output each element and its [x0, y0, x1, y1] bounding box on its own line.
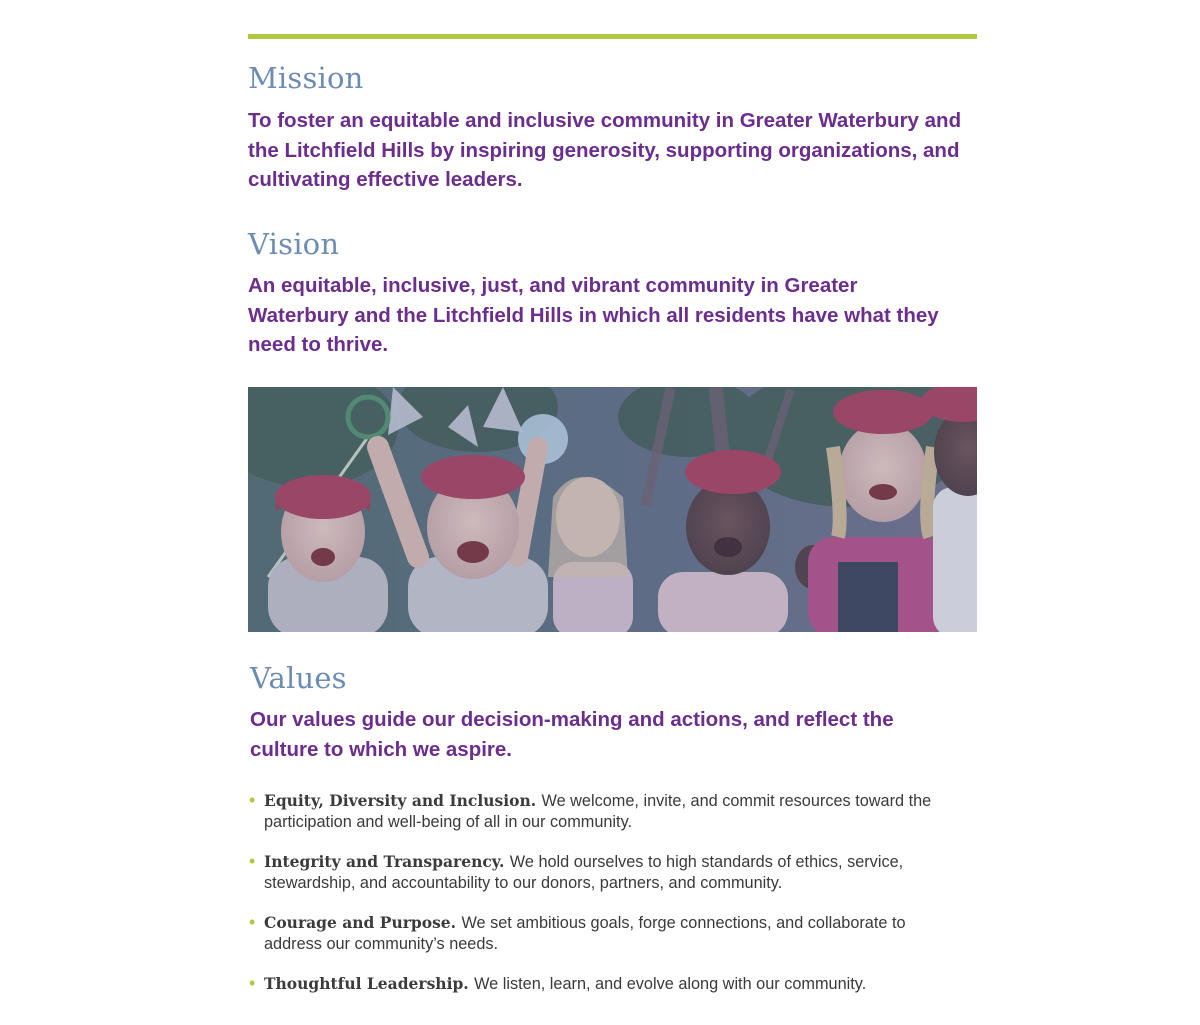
- values-title: Values: [250, 661, 347, 695]
- value-item: [248, 790, 948, 833]
- value-description: We listen, learn, and evolve along with our community.: [474, 975, 867, 993]
- value-name: Equity, Diversity and Inclusion.: [264, 791, 542, 810]
- top-divider: [248, 34, 977, 39]
- bullet-icon: •: [249, 790, 256, 810]
- value-name: Courage and Purpose.: [264, 913, 462, 932]
- children-photo: [248, 387, 977, 632]
- mission-statement: To foster an equitable and inclusive community in Greater Waterbury and the Litchfield Hills by inspiring generosity, supporting organizations, and cultivating effective leaders.: [248, 109, 962, 192]
- value-description: We hold ourselves to high standards of ethics, service, stewardship, and accountability to our donors, partners, and community.: [264, 853, 904, 892]
- value-description: We welcome, invite, and commit resources toward the participation and well-being of all in our community.: [264, 792, 932, 831]
- value-name: Thoughtful Leadership.: [264, 974, 475, 993]
- bullet-icon: •: [249, 973, 256, 993]
- vision-statement: An equitable, inclusive, just, and vibrant community in Greater Waterbury and the Litchfield Hills in which all residents have what they need to thrive.: [248, 274, 939, 357]
- value-name: Integrity and Transparency.: [264, 852, 510, 871]
- values-intro: Our values guide our decision-making and actions, and reflect the culture to which we aspire.: [250, 708, 894, 761]
- values-list: [248, 790, 948, 1013]
- value-description: We set ambitious goals, forge connections, and collaborate to address our community’s needs.: [264, 914, 906, 953]
- value-item: [248, 912, 948, 955]
- mission-title: Mission: [248, 61, 364, 95]
- value-item: [248, 973, 948, 995]
- bullet-icon: •: [249, 851, 256, 871]
- vision-title: Vision: [248, 227, 340, 261]
- value-item: [248, 851, 948, 894]
- bullet-icon: •: [249, 912, 256, 932]
